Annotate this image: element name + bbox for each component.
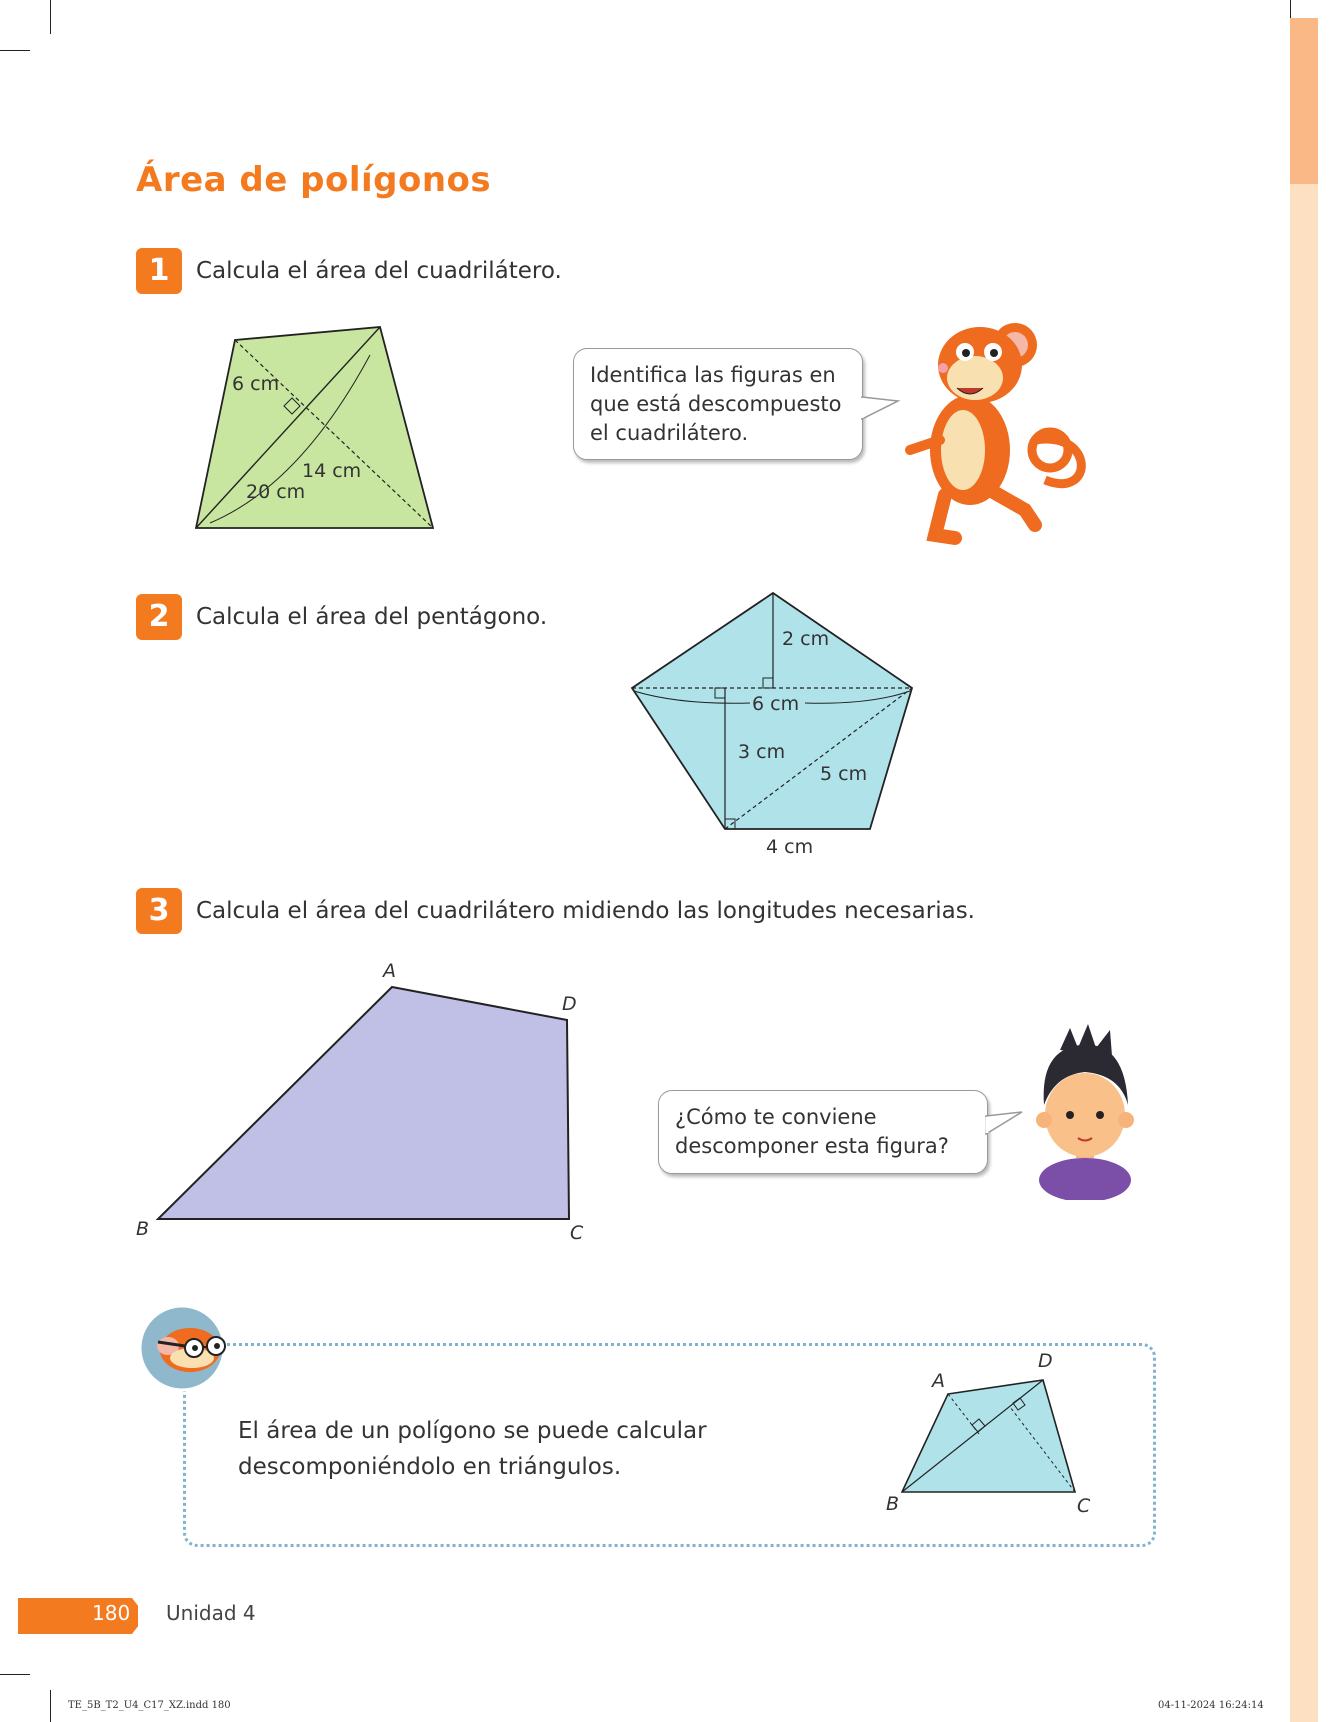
hint-speech-bubble-1 — [573, 348, 863, 460]
figure1-label-14cm: 14 cm — [302, 460, 362, 482]
quadrilateral-figure-1 — [180, 315, 450, 540]
monkey-mascot-icon — [895, 310, 1095, 550]
crop-mark — [0, 1674, 30, 1675]
crop-mark — [50, 0, 51, 34]
pentagon-label-3cm: 3 cm — [738, 741, 786, 763]
exercise-number-3: 3 — [136, 888, 182, 934]
pentagon-label-6cm: 6 cm — [752, 693, 800, 715]
quadrilateral-abcd-figure — [130, 955, 600, 1255]
hint-speech-bubble-2 — [658, 1090, 988, 1174]
note-vertex-a-label: A — [932, 1370, 945, 1392]
side-margin-tab — [1290, 18, 1318, 184]
figure1-label-20cm: 20 cm — [246, 481, 306, 503]
bubble1-line: Identifica las figuras en — [590, 363, 836, 387]
pentagon-label-2cm: 2 cm — [782, 628, 830, 650]
bubble2-line: descomponer esta figura? — [675, 1134, 949, 1158]
exercise-1-instruction: Calcula el área del cuadrilátero. — [196, 258, 562, 284]
boy-character-icon — [1030, 1020, 1140, 1200]
vertex-c-label: C — [570, 1222, 584, 1244]
exercise-2-instruction: Calcula el área del pentágono. — [196, 604, 548, 630]
key-idea-text — [238, 1413, 707, 1485]
vertex-b-label: B — [136, 1218, 150, 1240]
bubble1-line: que está descompuesto — [590, 392, 842, 416]
pentagon-label-5cm: 5 cm — [820, 763, 868, 785]
crop-mark — [50, 1690, 51, 1722]
exercise-number-2: 2 — [136, 594, 182, 640]
owl-mascot-icon — [138, 1302, 238, 1392]
exercise-3-instruction: Calcula el área del cuadrilátero midiendo las longitudes necesarias. — [196, 898, 975, 924]
vertex-d-label: D — [562, 993, 577, 1015]
key-idea-line: El área de un polígono se puede calcular — [238, 1418, 707, 1444]
pentagon-figure — [620, 585, 920, 865]
note-vertex-d-label: D — [1038, 1350, 1053, 1372]
crop-mark — [0, 50, 30, 51]
bubble1-line: el cuadrilátero. — [590, 421, 749, 445]
crop-mark — [1290, 0, 1291, 18]
side-margin-band — [1290, 18, 1318, 1722]
unit-label: Unidad 4 — [166, 1601, 256, 1625]
print-slug-date: 04-11-2024 16:24:14 — [1158, 1700, 1264, 1711]
exercise-number-1: 1 — [136, 248, 182, 294]
print-slug-file: TE_5B_T2_U4_C17_XZ.indd 180 — [68, 1700, 231, 1711]
note-quadrilateral-figure — [880, 1345, 1100, 1520]
note-vertex-b-label: B — [886, 1493, 900, 1515]
key-idea-line: descomponiéndolo en triángulos. — [238, 1454, 622, 1480]
figure1-label-6cm: 6 cm — [232, 373, 280, 395]
page-title: Área de polígonos — [136, 160, 492, 200]
pentagon-label-4cm: 4 cm — [766, 836, 814, 858]
bubble2-tail — [978, 1110, 1028, 1140]
note-vertex-c-label: C — [1077, 1495, 1091, 1517]
bubble2-line: ¿Cómo te conviene — [675, 1105, 877, 1129]
vertex-a-label: A — [383, 960, 396, 982]
page-number: 180 — [92, 1601, 131, 1625]
